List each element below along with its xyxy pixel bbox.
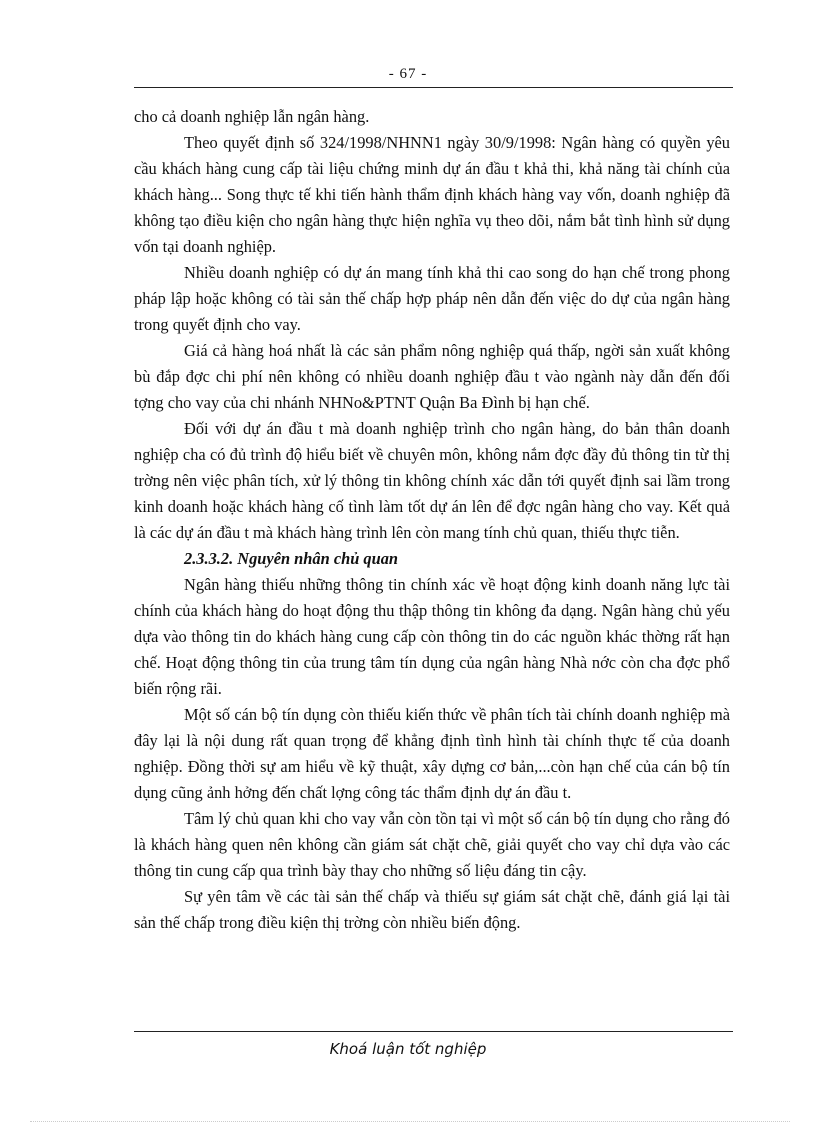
paragraph: Giá cả hàng hoá nhất là các sản phẩm nông nghiệp quá thấp, ngời sản xuất không bù đắp đợc chi phí nên không có nhiều doanh nghiệp đầu t vào ngành này dẫn đến đối tợng cho vay của chi nhánh NHNo&PTNT Quận Ba Đình bị hạn chế.	[134, 341, 730, 412]
paragraph: Đối với dự án đầu t mà doanh nghiệp trình cho ngân hàng, do bản thân doanh nghiệp cha có đủ trình độ hiểu biết về chuyên môn, không nắm đợc đầy đủ thông tin từ thị trờng nên việc phân tích, xử lý thông tin không chính xác dẫn tới quyết định sai lầm trong kinh doanh hoặc khách hàng cố tình làm tốt dự án lên để đợc ngân hàng cho vay. Kết quả là các dự án đầu t mà khách hàng trình lên còn mang tính chủ quan, thiếu thực tiễn.	[134, 419, 730, 542]
page-number: - 67 -	[388, 66, 428, 82]
document-body	[134, 104, 730, 936]
paragraph: cho cả doanh nghiệp lẫn ngân hàng.	[134, 107, 370, 126]
footer-rule	[134, 1031, 733, 1032]
paragraph: Theo quyết định số 324/1998/NHNN1 ngày 30/9/1998: Ngân hàng có quyền yêu cầu khách hàng cung cấp tài liệu chứng minh dự án đầu t khả thi, khả năng tài chính của khách hàng... Song thực tế khi tiến hành thẩm định khách hàng vay vốn, doanh nghiệp đã không tạo điều kiện cho ngân hàng thực hiện nghĩa vụ theo dõi, nắm bắt tình hình sử dụng vốn tại doanh nghiệp.	[134, 133, 730, 256]
paragraph: Tâm lý chủ quan khi cho vay vẫn còn tồn tại vì một số cán bộ tín dụng cho rằng đó là khách hàng quen nên không cần giám sát chặt chẽ, giải quyết cho vay chỉ dựa vào các thông tin cung cấp qua trình bày thay cho những số liệu đáng tin cậy.	[134, 809, 730, 880]
paragraph: Sự yên tâm về các tài sản thế chấp và thiếu sự giám sát chặt chẽ, đánh giá lại tài sản thế chấp trong điều kiện thị trờng còn nhiều biến động.	[134, 887, 730, 932]
page-edge-divider	[30, 1121, 790, 1122]
paragraph: Nhiều doanh nghiệp có dự án mang tính khả thi cao song do hạn chế trong phong pháp lập hoặc không có tài sản thế chấp hợp pháp nên dẫn đến việc do dự của ngân hàng trong quyết định cho vay.	[134, 263, 730, 334]
section-heading: 2.3.3.2. Nguyên nhân chủ quan	[184, 549, 399, 568]
paragraph: Một số cán bộ tín dụng còn thiếu kiến thức về phân tích tài chính doanh nghiệp mà đây lại là nội dung rất quan trọng để khẳng định tình hình tài chính thực tế của doanh nghiệp. Đồng thời sự am hiểu về kỹ thuật, xây dựng cơ bản,...còn hạn chế của cán bộ tín dụng cũng ảnh hởng đến chất lợng công tác thẩm định dự án đầu t.	[134, 705, 730, 802]
footer-text: Khoá luận tốt nghiệp	[329, 1040, 487, 1058]
paragraph: Ngân hàng thiếu những thông tin chính xác về hoạt động kinh doanh năng lực tài chính của khách hàng do hoạt động thu thập thông tin không đa dạng. Ngân hàng chủ yếu dựa vào thông tin do khách hàng cung cấp còn thông tin do các nguồn khác thờng rất hạn chế. Hoạt động thông tin của trung tâm tín dụng của ngân hàng Nhà nớc còn cha đợc phổ biến rộng rãi.	[134, 575, 730, 698]
header-rule	[134, 87, 733, 88]
